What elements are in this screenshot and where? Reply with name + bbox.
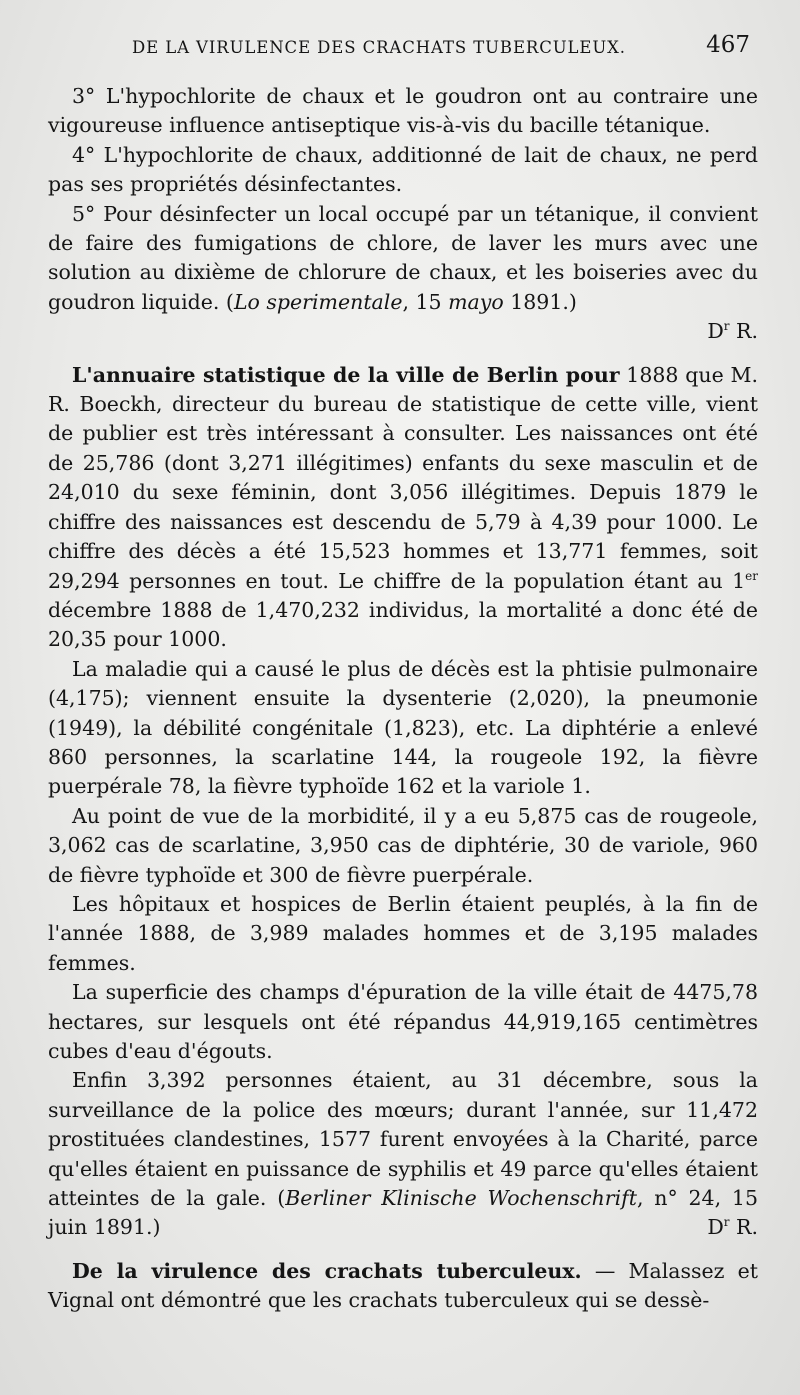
virulence-text: — Malassez et Vignal ont démontré que les crachats tuberculeux qui se dessè- bbox=[48, 1258, 758, 1313]
signature-dr: D bbox=[707, 319, 724, 344]
signature-dr-2: D bbox=[707, 1215, 724, 1240]
paragraph-berlin-police bbox=[48, 1066, 758, 1242]
berlin-intro-end: décembre 1888 de 1,470,232 individus, la mortalité a donc été de 20,35 pour 1000. bbox=[48, 597, 758, 652]
paragraph-berlin-hospitals: Les hôpitaux et hospices de Berlin étaient peuplés, à la fin de l'année 1888, de 3,989 malades hommes et de 3,195 malades femmes. bbox=[48, 891, 758, 975]
signature-article-1 bbox=[48, 317, 758, 346]
paragraph-berlin-intro bbox=[48, 361, 758, 655]
source-year: 1891.) bbox=[503, 289, 577, 314]
berlin-intro-text: 1888 que M. R. Boeckh, directeur du bureau de statistique de cette ville, vient de publier est très intéressant à consulter. Les naissances ont été de 25,786 (dont 3,271 illégitimes) enfants du sexe masculin et de 24,010 du sexe féminin, dont 3,056 illégitimes. Depuis 1879 le chiffre des naissances est descendu de 5,79 à 4,39 pour 1000. Le chiffre des décès a été 15,523 hommes et 13,771 femmes, soit 29,294 personnes en tout. Le chiffre de la population étant au 1 bbox=[48, 362, 758, 593]
running-title: DE LA VIRULENCE DES CRACHATS TUBERCULEUX. bbox=[132, 38, 626, 57]
body-text bbox=[48, 82, 758, 1316]
source-month: mayo bbox=[448, 289, 504, 314]
signature-initial-2: R. bbox=[729, 1215, 758, 1240]
signature-sup: r bbox=[723, 319, 730, 334]
source-journal: Lo sperimentale bbox=[233, 289, 403, 314]
paragraph-conclusion-3: 3° L'hypochlorite de chaux et le goudron ont au contraire une vigoureuse influence antiseptique vis-à-vis du bacille tétanique. bbox=[48, 84, 758, 138]
berlin-intro-sup: er bbox=[745, 568, 758, 583]
article-title-berlin: L'annuaire statistique de la ville de Berlin pour bbox=[72, 362, 620, 387]
page-number: 467 bbox=[706, 32, 750, 58]
paragraph-virulence bbox=[48, 1257, 758, 1316]
signature-sup-2: r bbox=[723, 1215, 730, 1230]
source-separator: , 15 bbox=[402, 289, 449, 314]
source-journal-berlin: Berliner Klinische Wochenschrift bbox=[285, 1186, 637, 1211]
source-date-berlin: , n° 24, 15 juin 1891.) bbox=[48, 1186, 758, 1240]
article-title-virulence: De la virulence des crachats tuberculeux. bbox=[72, 1258, 582, 1283]
signature-initial: R. bbox=[729, 319, 758, 344]
signature-article-2 bbox=[683, 1213, 758, 1242]
berlin-police-text: Enfin 3,392 personnes étaient, au 31 décembre, sous la surveillance de la police des mœurs; durant l'année, sur 11,472 prostituées clandestines, 1577 furent envoyées à la Charité, parce qu'elles étaient en puissance de syphilis et 49 parce qu'elles étaient atteintes de la gale. ( bbox=[48, 1068, 758, 1211]
page-header bbox=[0, 32, 800, 68]
conclusion-5-text: 5° Pour désinfecter un local occupé par un tétanique, il convient de faire des fumigations de chlore, de laver les murs avec une solution au dixième de chlorure de chaux, et les boiseries avec du goudron liquide. ( bbox=[48, 201, 758, 314]
paragraph-berlin-sewage: La superficie des champs d'épuration de la ville était de 4475,78 hectares, sur lesquels ont été répandus 44,919,165 centimètres cubes d'eau d'égouts. bbox=[48, 980, 758, 1063]
paragraph-berlin-morbidity: Au point de vue de la morbidité, il y a eu 5,875 cas de rougeole, 3,062 cas de scarlatine, 3,950 cas de diphtérie, 30 de variole, 960 de fièvre typhoïde et 300 de fièvre puerpérale. bbox=[48, 803, 758, 887]
paragraph-conclusion-5 bbox=[48, 200, 758, 318]
paragraph-berlin-mortality: La maladie qui a causé le plus de décès est la phtisie pulmonaire (4,175); viennent ensuite la dysenterie (2,020), la pneumonie (1949), la débilité congénitale (1,823), etc. La diphtérie a enlevé 860 personnes, la scarlatine 144, la rougeole 192, la fièvre puerpérale 78, la fièvre typhoïde 162 et la variole 1. bbox=[48, 656, 758, 799]
paragraph-conclusion-4: 4° L'hypochlorite de chaux, additionné de lait de chaux, ne perd pas ses propriétés désinfectantes. bbox=[48, 142, 758, 197]
